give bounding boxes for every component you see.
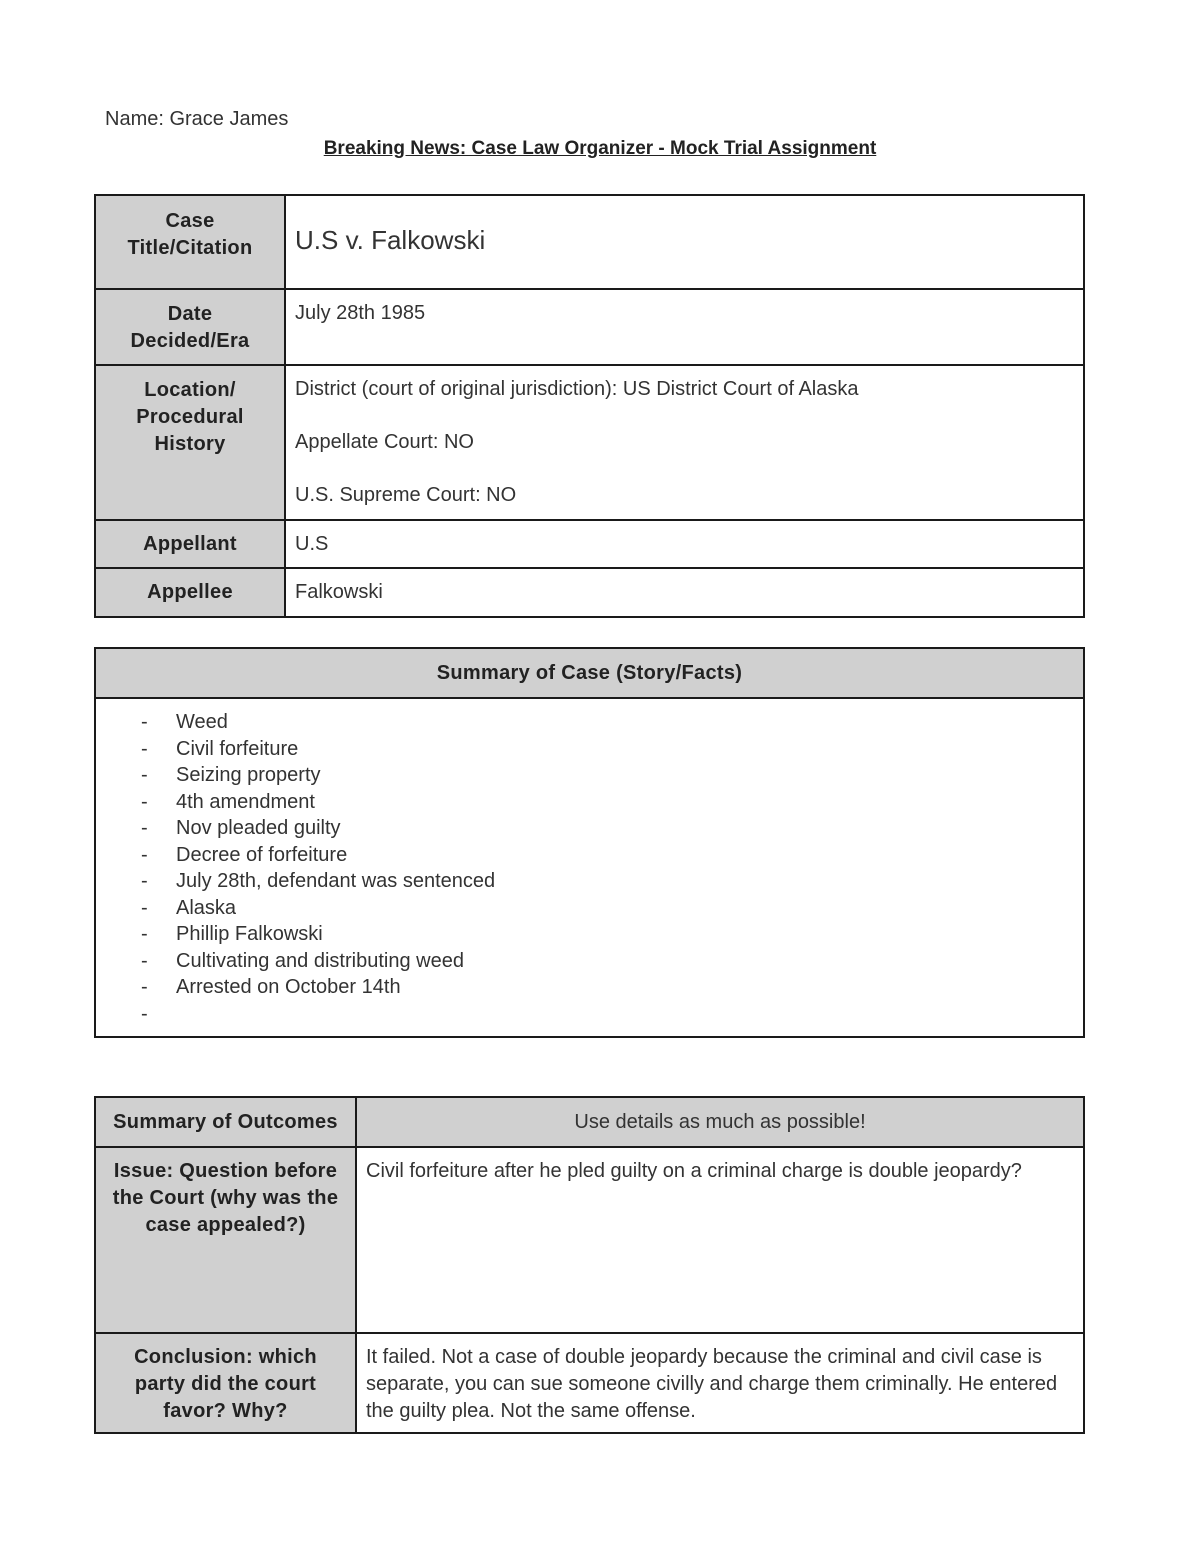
- outcomes-table: [94, 1096, 1085, 1434]
- document-title: Breaking News: Case Law Organizer - Mock Trial Assignment: [323, 138, 877, 159]
- date-value-cell: [285, 289, 1084, 365]
- case-info-table: [94, 194, 1085, 618]
- summary-item: [141, 974, 1083, 1001]
- date-value: July 28th 1985: [295, 302, 426, 324]
- summary-item: [141, 709, 1083, 736]
- case-title-value-cell: [285, 195, 1084, 289]
- case-title-row: [95, 195, 1084, 289]
- conclusion-value: It failed. Not a case of double jeopardy because the criminal and civil case is separate, you can sue someone civilly and charge them criminally. He entered the guilty plea. Not the same offense.: [356, 1333, 1084, 1433]
- student-name: Name: Grace James: [105, 108, 289, 130]
- summary-item: [141, 895, 1083, 922]
- summary-item: [141, 921, 1083, 948]
- appellant-row: [95, 520, 1084, 568]
- label-line: History: [154, 433, 226, 455]
- conclusion-label: [95, 1333, 356, 1433]
- summary-item: [141, 815, 1083, 842]
- summary-header: Summary of Case (Story/Facts): [95, 648, 1084, 698]
- summary-list: [96, 699, 1083, 1027]
- label-line: party did the court: [134, 1373, 317, 1395]
- label-line: Issue: Question before: [113, 1160, 338, 1182]
- case-title-value: U.S v. Falkowski: [295, 225, 486, 255]
- summary-item-text: Nov pleaded guilty: [176, 817, 341, 839]
- location-row: [95, 365, 1084, 520]
- outcomes-header-note: Use details as much as possible!: [356, 1097, 1084, 1147]
- location-value-cell: [285, 365, 1084, 520]
- summary-item: [141, 1001, 1083, 1028]
- summary-item-text: Arrested on October 14th: [176, 976, 401, 998]
- bullet-dash: -: [141, 737, 148, 760]
- summary-table: [94, 647, 1085, 1038]
- summary-item-text: Seizing property: [176, 764, 321, 786]
- label-line: Conclusion: which: [134, 1346, 317, 1368]
- bullet-dash: -: [141, 843, 148, 866]
- appellant-label: Appellant: [95, 520, 285, 568]
- bullet-dash: -: [141, 896, 148, 919]
- appellee-label: Appellee: [95, 568, 285, 617]
- label-line: Title/Citation: [127, 237, 253, 259]
- summary-item: [141, 842, 1083, 869]
- summary-item: [141, 948, 1083, 975]
- bullet-dash: -: [141, 976, 148, 998]
- label-line: Location/: [144, 379, 236, 401]
- label-line: Date: [167, 303, 213, 325]
- label-line: Decided/Era: [130, 330, 250, 352]
- summary-item: [141, 789, 1083, 816]
- summary-item: [141, 736, 1083, 763]
- summary-item: [141, 868, 1083, 895]
- summary-item: [141, 762, 1083, 789]
- district-court: District (court of original jurisdiction): US District Court of Alaska: [295, 378, 859, 400]
- label-line: favor? Why?: [163, 1400, 288, 1422]
- summary-item-text: Civil forfeiture: [176, 737, 299, 760]
- bullet-dash: -: [141, 817, 148, 839]
- label-line: the Court (why was the: [112, 1187, 339, 1209]
- appellant-value: U.S: [285, 520, 1084, 568]
- issue-value: Civil forfeiture after he pled guilty on a criminal charge is double jeopardy?: [356, 1147, 1084, 1333]
- bullet-dash: -: [141, 711, 148, 733]
- summary-item-text: 4th amendment: [176, 790, 315, 813]
- bullet-dash: -: [141, 949, 148, 972]
- bullet-dash: -: [141, 1002, 148, 1025]
- date-row: [95, 289, 1084, 365]
- case-title-label: [95, 195, 285, 289]
- summary-item-text: July 28th, defendant was sentenced: [176, 870, 496, 892]
- bullet-dash: -: [141, 923, 148, 945]
- summary-body: [95, 698, 1084, 1037]
- bullet-dash: -: [141, 790, 148, 813]
- appellee-value: Falkowski: [285, 568, 1084, 617]
- issue-label: [95, 1147, 356, 1333]
- summary-item-text: Phillip Falkowski: [176, 923, 323, 945]
- summary-item-text: Cultivating and distributing weed: [176, 949, 464, 972]
- summary-item-text: Decree of forfeiture: [176, 843, 348, 866]
- label-line: Procedural: [136, 406, 244, 428]
- location-label: [95, 365, 285, 520]
- bullet-dash: -: [141, 870, 148, 892]
- bullet-dash: -: [141, 764, 148, 786]
- appellate-court: Appellate Court: NO: [295, 431, 474, 453]
- appellee-row: [95, 568, 1084, 617]
- label-line: Case: [165, 210, 215, 232]
- summary-item-text: Alaska: [176, 896, 237, 919]
- supreme-court: U.S. Supreme Court: NO: [295, 484, 517, 506]
- date-label: [95, 289, 285, 365]
- summary-item-text: Weed: [176, 711, 228, 733]
- label-line: case appealed?): [145, 1214, 306, 1236]
- outcomes-header-label: Summary of Outcomes: [95, 1097, 356, 1147]
